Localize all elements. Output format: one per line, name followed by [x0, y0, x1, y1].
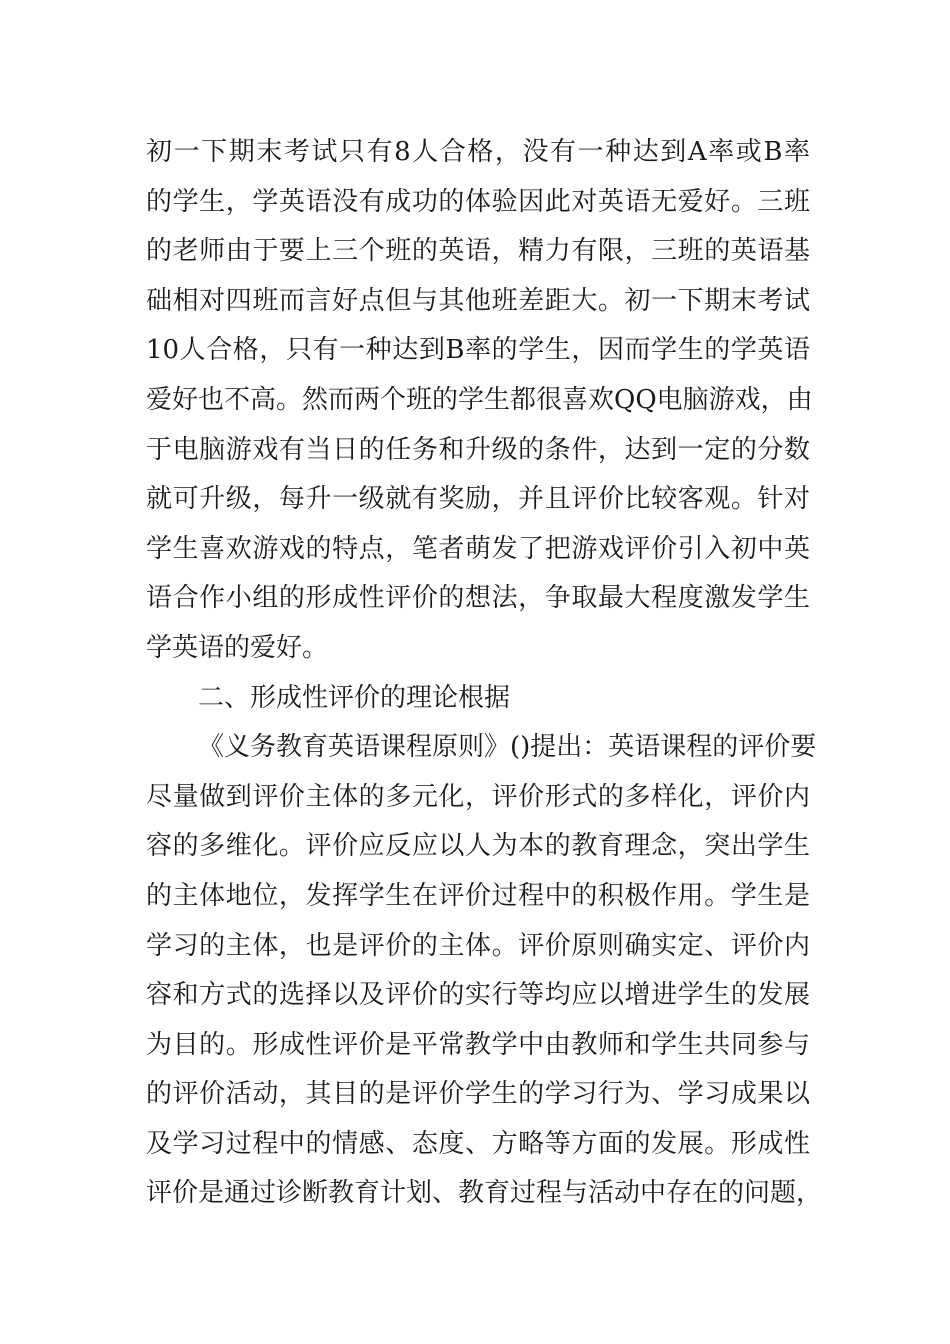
- text-line: 础相对四班而言好点但与其他班差距大。初一下期末考试: [146, 285, 810, 316]
- text-line: 语合作小组的形成性评价的想法，争取最大程度激发学生: [146, 583, 810, 614]
- text-line: 及学习过程中的情感、态度、方略等方面的发展。形成性: [146, 1128, 810, 1159]
- text-line: 尽量做到评价主体的多元化，评价形式的多样化，评价内: [146, 781, 810, 812]
- text-line: 于电脑游戏有当日的任务和升级的条件，达到一定的分数: [146, 434, 810, 465]
- text-line: 的主体地位，发挥学生在评价过程中的积极作用。学生是: [146, 880, 810, 911]
- text-line: 10人合格，只有一种达到B率的学生，因而学生的学英语: [146, 335, 810, 366]
- text-line: 为目的。形成性评价是平常教学中由教师和学生共同参与: [146, 1029, 810, 1060]
- text-line: 评价是通过诊断教育计划、教育过程与活动中存在的问题，: [146, 1178, 823, 1209]
- text-line: 的老师由于要上三个班的英语，精力有限，三班的英语基: [146, 236, 810, 267]
- text-line: 学习的主体，也是评价的主体。评价原则确实定、评价内: [146, 930, 810, 961]
- text-line: 爱好也不高。然而两个班的学生都很喜欢QQ电脑游戏，由: [146, 384, 813, 415]
- text-line: 《义务教育英语课程原则》()提出：英语课程的评价要: [198, 732, 817, 763]
- text-line: 容和方式的选择以及评价的实行等均应以增进学生的发展: [146, 980, 810, 1011]
- text-line: 容的多维化。评价应反应以人为本的教育理念，突出学生: [146, 831, 810, 862]
- text-line: 的评价活动，其目的是评价学生的学习行为、学习成果以: [146, 1079, 810, 1110]
- text-line: 的学生，学英语没有成功的体验因此对英语无爱好。三班: [146, 186, 810, 217]
- text-line: 学生喜欢游戏的特点，笔者萌发了把游戏评价引入初中英: [146, 533, 810, 564]
- text-line: 初一下期末考试只有8人合格，没有一种达到A率或B率: [146, 137, 810, 167]
- body-text: [146, 128, 823, 1219]
- text-line: 学英语的爱好。: [146, 632, 329, 663]
- text-line: 就可升级，每升一级就有奖励，并且评价比较客观。针对: [146, 484, 810, 515]
- section-heading: 二、形成性评价的理论根据: [198, 682, 511, 713]
